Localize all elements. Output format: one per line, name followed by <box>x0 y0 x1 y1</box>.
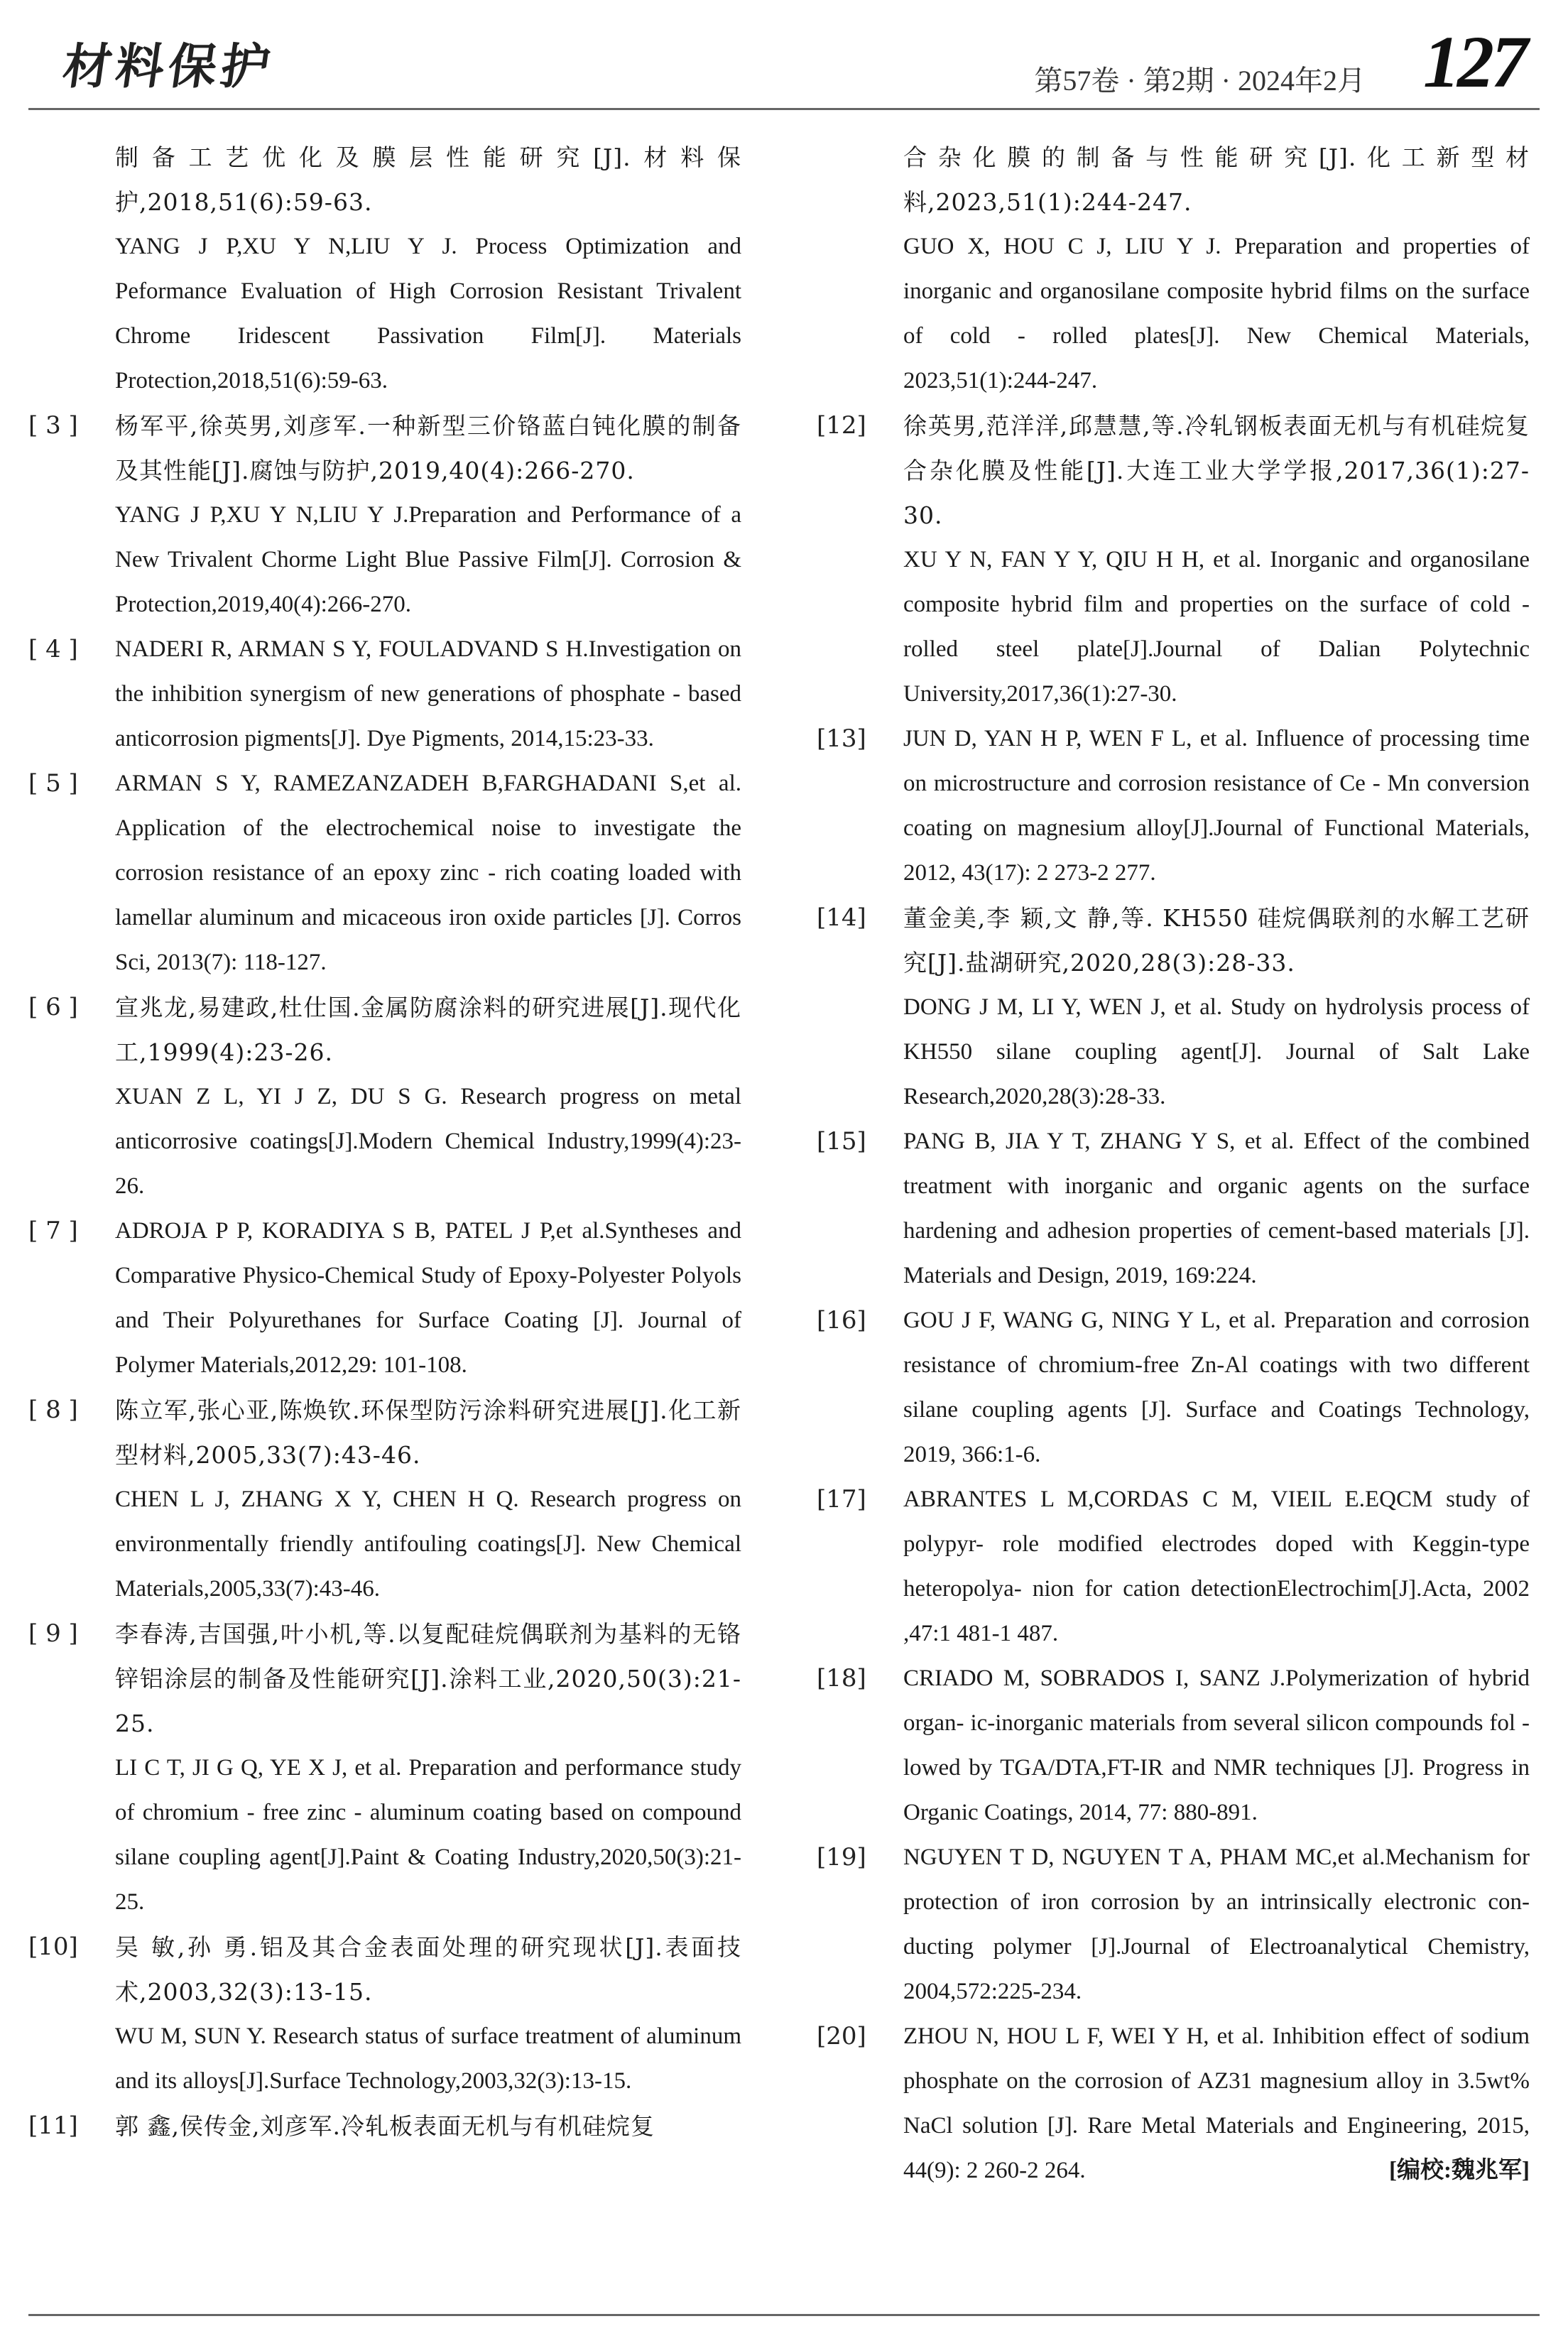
right-column <box>817 135 1530 2193</box>
reference-entry <box>28 985 741 1209</box>
reference-number: [ 8 ] <box>28 1396 78 1424</box>
reference-number: [ 6 ] <box>28 993 78 1021</box>
reference-entry <box>817 2014 1530 2193</box>
reference-text-cn: 杨军平,徐英男,刘彦军.一种新型三价铬蓝白钝化膜的制备及其性能[J].腐蚀与防护,2019,40(4):266-270. <box>115 412 741 484</box>
reference-text-en: YANG J P,XU Y N,LIU Y J. Process Optimization and Peformance Evaluation of High Corrosion Resistant Trivalent Chrome Iridescent Passivation Film[J]. Materials Protection,2018,51(6):59-63. <box>115 234 741 393</box>
reference-entry <box>817 135 1530 403</box>
reference-text-en: NGUYEN T D, NGUYEN T A, PHAM MC,et al.Mechanism for protection of iron corrosion by an intrinsically electronic con- ducting polymer [J].Journal of Electroanalytical Chemistry, 2004,572:225-234. <box>903 1844 1530 2004</box>
reference-text-cn: 董金美,李 颖,文 静,等. KH550 硅烷偶联剂的水解工艺研究[J].盐湖研究,2020,28(3):28-33. <box>903 904 1530 977</box>
reference-entry <box>28 1209 741 1388</box>
reference-text-en: ARMAN S Y, RAMEZANZADEH B,FARGHADANI S,et al. Application of the electrochemical noise to investigate the corrosion resistance of an epoxy zinc - rich coating loaded with lamellar aluminum and micaceous iron oxide particles [J]. Corros Sci, 2013(7): 118-127. <box>115 771 741 975</box>
reference-text-cn: 陈立军,张心亚,陈焕钦.环保型防污涂料研究进展[J].化工新型材料,2005,33(7):43-46. <box>115 1396 741 1469</box>
reference-entry <box>817 1835 1530 2014</box>
reference-text-en: GUO X, HOU C J, LIU Y J. Preparation and properties of inorganic and organosilane composite hybrid films on the surface of cold - rolled plates[J]. New Chemical Materials, 2023,51(1):244-247. <box>903 234 1530 393</box>
reference-text-cn: 徐英男,范洋洋,邱慧慧,等.冷轧钢板表面无机与有机硅烷复合杂化膜及性能[J].大连工业大学学报,2017,36(1):27-30. <box>903 412 1530 529</box>
reference-number: [17] <box>817 1485 866 1514</box>
reference-text-cn: 郭 鑫,侯传金,刘彦军.冷轧板表面无机与有机硅烷复 <box>115 2112 655 2140</box>
left-column <box>28 135 741 2148</box>
header-rule <box>28 108 1540 110</box>
reference-text-en: GOU J F, WANG G, NING Y L, et al. Preparation and corrosion resistance of chromium-free Zn-Al coatings with two different silane coupling agents [J]. Surface and Coatings Technology, 2019, 366:1-6. <box>903 1308 1530 1467</box>
footer-rule <box>28 2314 1540 2316</box>
reference-text-cn: 李春涛,吉国强,叶小机,等.以复配硅烷偶联剂为基料的无铬锌铝涂层的制备及性能研究[J].涂料工业,2020,50(3):21-25. <box>115 1620 741 1737</box>
reference-text-en: NADERI R, ARMAN S Y, FOULADVAND S H.Investigation on the inhibition synergism of new generations of phosphate - based anticorrosion pigments[J]. Dye Pigments, 2014,15:23-33. <box>115 636 741 751</box>
reference-text-en: XU Y N, FAN Y Y, QIU H H, et al. Inorganic and organosilane composite hybrid film and properties on the surface of cold - rolled steel plate[J].Journal of Dalian Polytechnic University,2017,36(1):27-30. <box>903 547 1530 707</box>
reference-text-en: DONG J M, LI Y, WEN J, et al. Study on hydrolysis process of KH550 silane coupling agent[J]. Journal of Salt Lake Research,2020,28(3):28-33. <box>903 994 1530 1109</box>
reference-text-cn: 合杂化膜的制备与性能研究[J].化工新型材料,2023,51(1):244-247. <box>903 143 1530 216</box>
reference-number: [16] <box>817 1306 866 1335</box>
reference-number: [10] <box>28 1933 78 1961</box>
reference-number: [15] <box>817 1127 866 1156</box>
reference-entry <box>28 135 741 403</box>
reference-number: [ 7 ] <box>28 1217 78 1245</box>
reference-entry <box>817 1477 1530 1656</box>
reference-entry <box>28 1925 741 2104</box>
reference-entry <box>28 627 741 761</box>
reference-entry <box>817 1298 1530 1477</box>
reference-entry <box>817 896 1530 1119</box>
reference-entry <box>28 2104 741 2148</box>
reference-text-cn: 宣兆龙,易建政,杜仕国.金属防腐涂料的研究进展[J].现代化工,1999(4):23-26. <box>115 994 741 1066</box>
reference-text-en: ABRANTES L M,CORDAS C M, VIEIL E.EQCM study of polypyr- role modified electrodes doped with Keggin-type heteropolya- nion for cation detectionElectrochim[J].Acta, 2002 ,47:1 481-1 487. <box>903 1487 1530 1646</box>
reference-number: [18] <box>817 1664 866 1692</box>
reference-text-en: ADROJA P P, KORADIYA S B, PATEL J P,et al.Syntheses and Comparative Physico-Chemical Study of Epoxy-Polyester Polyols and Their Polyurethanes for Surface Coating [J]. Journal of Polymer Materials,2012,29: 101-108. <box>115 1218 741 1378</box>
reference-text-en: XUAN Z L, YI J Z, DU S G. Research progress on metal anticorrosive coatings[J].Modern Chemical Industry,1999(4):23-26. <box>115 1084 741 1199</box>
reference-number: [19] <box>817 1843 866 1871</box>
editor-note: [编校:魏兆军] <box>1389 2158 1530 2183</box>
reference-number: [13] <box>817 724 866 753</box>
reference-entry <box>28 761 741 985</box>
reference-number: [14] <box>817 903 866 932</box>
reference-text-en: ZHOU N, HOU L F, WEI Y H, et al. Inhibition effect of sodium phosphate on the corrosion of AZ31 magnesium alloy in 3.5wt% NaCl solution [J]. Rare Metal Materials and Engineering, 2015, 44(9): 2 260-2 264. <box>903 2023 1530 2183</box>
reference-text-cn: 制备工艺优化及膜层性能研究[J].材料保护,2018,51(6):59-63. <box>115 143 741 216</box>
reference-text-en: PANG B, JIA Y T, ZHANG Y S, et al. Effect of the combined treatment with inorganic and organic agents on the surface hardening and adhesion properties of cement-based materials [J]. Materials and Design, 2019, 169:224. <box>903 1129 1530 1288</box>
reference-number: [20] <box>817 2022 866 2050</box>
issue-info: 第57卷 · 第2期 · 2024年2月 <box>1034 65 1366 97</box>
journal-logo: 材料保护 <box>59 38 278 95</box>
reference-text-en: WU M, SUN Y. Research status of surface treatment of aluminum and its alloys[J].Surface Technology,2003,32(3):13-15. <box>115 2023 741 2094</box>
reference-entry <box>28 1612 741 1925</box>
reference-entry <box>28 403 741 627</box>
reference-entry <box>817 1119 1530 1298</box>
reference-number: [ 5 ] <box>28 769 78 798</box>
reference-number: [ 9 ] <box>28 1619 78 1648</box>
reference-text-en: CRIADO M, SOBRADOS I, SANZ J.Polymerization of hybrid organ- ic-inorganic materials from several silicon compounds fol - lowed by TGA/DTA,FT-IR and NMR techniques [J]. Progress in Organic Coatings, 2014, 77: 880-891. <box>903 1666 1530 1825</box>
reference-entry <box>817 403 1530 717</box>
reference-text-cn: 吴 敏,孙 勇.铝及其合金表面处理的研究现状[J].表面技术,2003,32(3):13-15. <box>115 1933 741 2006</box>
reference-number: [12] <box>817 411 866 440</box>
page-header <box>28 0 1540 114</box>
reference-number: [ 4 ] <box>28 635 78 663</box>
reference-entry <box>817 717 1530 896</box>
reference-number: [11] <box>28 2112 78 2140</box>
reference-number: [ 3 ] <box>28 411 78 440</box>
reference-text-en: YANG J P,XU Y N,LIU Y J.Preparation and Performance of a New Trivalent Chorme Light Blue Passive Film[J]. Corrosion & Protection,2019,40(4):266-270. <box>115 502 741 617</box>
reference-entry <box>28 1388 741 1612</box>
reference-text-en: JUN D, YAN H P, WEN F L, et al. Influence of processing time on microstructure and corrosion resistance of Ce - Mn conversion coating on magnesium alloy[J].Journal of Functional Materials, 2012, 43(17): 2 273-2 277. <box>903 726 1530 886</box>
reference-text-en: LI C T, JI G Q, YE X J, et al. Preparation and performance study of chromium - free zinc - aluminum coating based on compound silane coupling agent[J].Paint & Coating Industry,2020,50(3):21-25. <box>115 1755 741 1915</box>
reference-text-en: CHEN L J, ZHANG X Y, CHEN H Q. Research progress on environmentally friendly antifouling coatings[J]. New Chemical Materials,2005,33(7):43-46. <box>115 1487 741 1602</box>
reference-entry <box>817 1656 1530 1835</box>
page-number: 127 <box>1423 21 1525 103</box>
